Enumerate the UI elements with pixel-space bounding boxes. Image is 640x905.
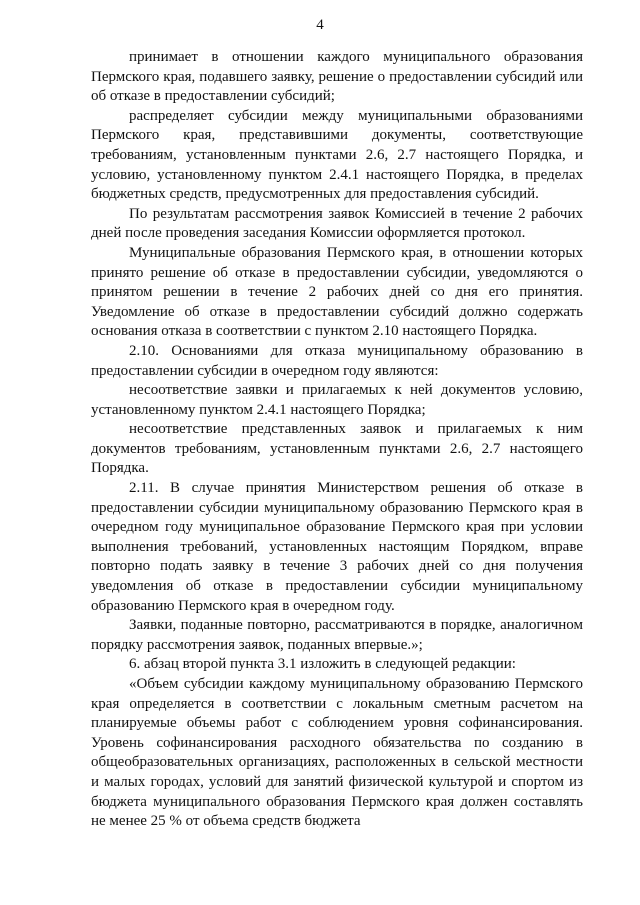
paragraph-1: принимает в отношении каждого муниципального образования Пермского края, подавшего заявку, решение о предоставлении субсидий или об отказе в предоставлении субсидий;	[91, 49, 583, 105]
paragraph-10: 6. абзац второй пункта 3.1 изложить в следующей редакции:	[129, 656, 516, 673]
paragraph-5: 2.10. Основаниями для отказа муниципальному образованию в предоставлении субсидии в очередном году являются:	[91, 342, 583, 379]
paragraph-8: 2.11. В случае принятия Министерством решения об отказе в предоставлении субсидии муниципальному образованию Пермского края в очередном году муниципальное образование Пермского края при условии выполнения требований, установленных настоящим Порядком, вправе повторно подать заявку в течение 3 рабочих дней со дня получения уведомления об отказе в предоставлении субсидии муниципальному образованию Пермского края в очередном году.	[91, 480, 583, 614]
paragraph-9: Заявки, поданные повторно, рассматриваются в порядке, аналогичном порядку рассмотрения заявок, поданных впервые.»;	[91, 617, 583, 653]
paragraph-11: «Объем субсидии каждому муниципальному образованию Пермского края определяется в соответствии с локальным сметным расчетом на планируемые объемы работ с соблюдением уровня софинансирования. Уровень софинансирования расходного обязательства по созданию в общеобразовательных организациях, расположенных в сельской местности и малых городах, условий для занятий физической культурой и спортом из бюджета муниципального образования Пермского края должен составлять не менее 25 % от объема средств бюджета	[91, 676, 583, 830]
paragraph-6: несоответствие заявки и прилагаемых к ней документов условию, установленному пунктом 2.4.1 настоящего Порядка;	[91, 382, 583, 418]
paragraph-7: несоответствие представленных заявок и прилагаемых к ним документов требованиям, установленным пунктами 2.6, 2.7 настоящего Порядка.	[91, 421, 583, 477]
paragraph-4: Муниципальные образования Пермского края, в отношении которых принято решение об отказе в предоставлении субсидии, уведомляются о принятом решении в течение 2 рабочих дней со дня его принятия. Уведомление об отказе в предоставлении субсидий должно содержать основания отказа в соответствии с пунктом 2.10 настоящего Порядка.	[91, 244, 583, 340]
page-number: 4	[316, 17, 324, 33]
document-body	[91, 48, 583, 832]
paragraph-3: По результатам рассмотрения заявок Комиссией в течение 2 рабочих дней после проведения заседания Комиссии оформляется протокол.	[91, 205, 583, 242]
paragraph-2: распределяет субсидии между муниципальными образованиями Пермского края, представившими документы, соответствующие требованиям, установленным пунктами 2.6, 2.7 настоящего Порядка, и условию, установленному пунктом 2.4.1 настоящего Порядка, в пределах бюджетных средств, предусмотренных для предоставления субсидий.	[91, 107, 583, 203]
